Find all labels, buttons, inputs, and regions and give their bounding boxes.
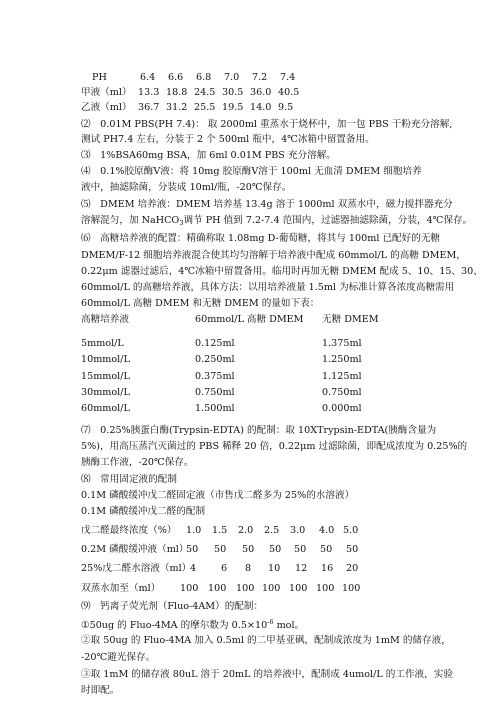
- glucose-table-cell: 0.750ml: [195, 387, 235, 398]
- fixative-cell: 50: [320, 544, 333, 555]
- glucose-table-cell: 0.000ml: [322, 403, 362, 414]
- glucose-table-cell: 1.375ml: [322, 338, 362, 349]
- fixative-cell: 50: [214, 544, 227, 555]
- dmem-line-2-subscript: 3: [179, 219, 184, 227]
- trypsin-line-3: 胰酶工作液，-20℃保存。: [81, 457, 194, 468]
- fixative-cell: 4: [190, 563, 197, 574]
- fixative-cell: 50: [242, 544, 255, 555]
- fixative-cell: 5.0: [343, 525, 359, 536]
- trypsin-line-2: 5%)，用高压蒸汽灭菌过的 PBS 稀释 20 倍，0.22μm 过滤除菌，即配成浓度为 0.25%的: [81, 441, 468, 452]
- solution-b-value: 36.7: [138, 102, 160, 113]
- fixative-cell: 100: [342, 583, 361, 594]
- solution-a-value: 36.0: [250, 87, 272, 98]
- fixative-row-label: 戊二醛最终浓度（%）: [81, 525, 177, 536]
- fixative-cell: 100: [180, 583, 199, 594]
- fixative-cell: 100: [262, 583, 281, 594]
- solution-a-value: 18.8: [166, 87, 188, 98]
- fixative-line-2: 0.1M 磷酸缓冲戊二醛的配制: [81, 506, 206, 517]
- ph-value: 6.6: [168, 72, 184, 83]
- pbs-line-2: 测试 PH7.4 左右，分装于 2 个 500ml 瓶中，4℃冰箱中留置备用。: [81, 134, 375, 145]
- solution-b-value: 19.5: [222, 102, 244, 113]
- solution-b-label: 乙液（ml）: [81, 102, 132, 113]
- solution-a-value: 24.5: [194, 87, 216, 98]
- fluo4am-title: ⑼ 钙离子荧光剂（Fluo-4AM）的配制：: [81, 601, 264, 612]
- collagenase-line-2: 液中，抽滤除菌，分装成 10ml/瓶，-20℃保存。: [81, 182, 292, 193]
- fixative-cell: 2.5: [264, 525, 280, 536]
- fixative-cell: 2.0: [238, 525, 254, 536]
- fixative-title: ⑻ 常用固定液的配制: [81, 474, 177, 485]
- glucose-table-header: 无糖 DMEM: [322, 314, 379, 325]
- fluo4am-step-1-exponent: -6: [267, 618, 274, 626]
- glucose-table-cell: 1.500ml: [195, 403, 235, 414]
- glucose-table-cell: 15mmol/L: [81, 371, 130, 382]
- solution-b-value: 14.0: [250, 102, 272, 113]
- fixative-cell: 50: [269, 544, 282, 555]
- fixative-row-label: 25%戊二醛水溶液（ml）: [81, 563, 192, 574]
- glucose-table-cell: 0.250ml: [195, 354, 235, 365]
- fluo4am-step-1: [81, 619, 304, 631]
- fluo4am-step-1-b: mol。: [273, 620, 305, 631]
- fixative-cell: 50: [346, 544, 359, 555]
- high-glucose-line-3: 0.22μm 滤器过滤后，4℃冰箱中留置备用。临用时再加无糖 DMEM 配成 5、10、15、30、: [81, 266, 483, 277]
- ph-label: PH: [92, 72, 107, 83]
- dmem-line-2-b: 调节 PH 值到 7.2-7.4 范围内，过滤器抽滤除菌，分装，4℃保存。: [183, 215, 473, 226]
- glucose-table-cell: 0.375ml: [195, 371, 235, 382]
- ph-value: 7.4: [280, 72, 296, 83]
- fixative-cell: 8: [245, 563, 252, 574]
- fixative-cell: 100: [289, 583, 308, 594]
- high-glucose-line-5: 60mmol/L 高糖 DMEM 和无糖 DMEM 的量如下表：: [81, 298, 320, 309]
- ph-value: 7.0: [224, 72, 240, 83]
- glucose-table-cell: 30mmol/L: [81, 387, 130, 398]
- dmem-line-2: [81, 216, 472, 227]
- fixative-cell: 100: [316, 583, 335, 594]
- ph-value: 6.8: [196, 72, 212, 83]
- trypsin-line-1: ⑺ 0.25%胰蛋白酶(Trypsin-EDTA) 的配制：取 10XTrypsin-EDTA(胰酶含量为: [81, 425, 437, 436]
- glucose-table-cell: 1.250ml: [322, 354, 362, 365]
- solution-b-value: 31.2: [166, 102, 188, 113]
- fixative-cell: 100: [236, 583, 255, 594]
- glucose-table-cell: 0.750ml: [322, 387, 362, 398]
- fluo4am-step-3-line-2: 时即配。: [81, 685, 120, 696]
- fixative-cell: 1.0: [186, 525, 202, 536]
- high-glucose-line-1: ⑹ 高糖培养液的配置：精确称取 1.08mg D-葡萄糖，将其与 100ml 已配好的无糖: [81, 233, 441, 244]
- fixative-cell: 3.0: [290, 525, 306, 536]
- bsa-line: ⑶ 1%BSA60mg BSA，加 6ml 0.01M PBS 充分溶解。: [81, 150, 336, 161]
- fixative-line-1: 0.1M 磷酸缓冲戊二醛固定液（市售戊二醛多为 25%的水溶液）: [81, 490, 355, 501]
- fluo4am-step-2-line-1: ②取 50ug 的 Fluo-4MA 加入 0.5ml 的二甲基亚砜，配制成浓度为 1mM 的储存液，: [81, 635, 451, 646]
- fixative-cell: 100: [208, 583, 227, 594]
- fluo4am-step-2-line-2: -20℃避光保存。: [81, 652, 156, 663]
- fixative-cell: 12: [295, 563, 308, 574]
- fixative-cell: 4.0: [319, 525, 335, 536]
- fluo4am-step-3-line-1: ③取 1mM 的储存液 80uL 溶于 20mL 的培养液中，配制成 4umol/L 的工作液，实验: [81, 669, 453, 680]
- solution-a-value: 13.3: [138, 87, 160, 98]
- high-glucose-line-2: DMEM/F-12 细胞培养液混合使其均匀溶解于培养液中配成 60mmol/L 的高糖 DMEM，: [81, 250, 466, 261]
- fluo4am-step-1-a: ①50ug 的 Fluo-4MA 的摩尔数为 0.5×10: [81, 620, 268, 631]
- glucose-table-header: 高糖培养液: [81, 314, 129, 325]
- glucose-table-cell: 1.125ml: [322, 371, 362, 382]
- solution-a-value: 30.5: [222, 87, 244, 98]
- fixative-row-label: 0.2M 磷酸缓冲液（ml）: [81, 544, 189, 555]
- fixative-cell: 16: [321, 563, 334, 574]
- solution-b-value: 9.5: [278, 102, 294, 113]
- solution-b-value: 25.5: [194, 102, 216, 113]
- fixative-cell: 6: [221, 563, 228, 574]
- fixative-cell: 20: [346, 563, 359, 574]
- dmem-line-2-a: 溶解混匀，加 NaHCO: [81, 215, 180, 226]
- solution-a-label: 甲液（ml）: [81, 87, 132, 98]
- ph-value: 7.2: [252, 72, 268, 83]
- collagenase-line-1: ⑷ 0.1%胶原酶Ⅴ液：将 10mg 胶原酶Ⅴ溶于 100ml 无血清 DMEM 细胞培养: [81, 166, 422, 177]
- ph-value: 6.4: [140, 72, 156, 83]
- high-glucose-line-4: 60mmol/L 的高糖培养液，具体方法：以用培养液量 1.5ml 为标准计算各浓度高糖需用: [81, 282, 455, 293]
- glucose-table-cell: 5mmol/L: [81, 338, 124, 349]
- fixative-row-label: 双蒸水加至（ml）: [81, 583, 161, 594]
- pbs-line-1: ⑵ 0.01M PBS(PH 7.4)： 取 2000ml 重蒸水于烧杯中，加一包 PBS 干粉充分溶解,: [81, 119, 453, 130]
- dmem-line-1: ⑸ DMEM 培养液：DMEM 培养基 13.4g 溶于 1000ml 双蒸水中，磁力搅拌器充分: [81, 199, 453, 210]
- fixative-cell: 50: [186, 544, 199, 555]
- solution-a-value: 40.5: [278, 87, 300, 98]
- glucose-table-cell: 10mmol/L: [81, 354, 130, 365]
- fixative-cell: 10: [268, 563, 281, 574]
- fixative-cell: 50: [294, 544, 307, 555]
- glucose-table-header: 60mmol/L 高糖 DMEM: [195, 314, 304, 325]
- glucose-table-cell: 60mmol/L: [81, 403, 130, 414]
- fixative-cell: 1.5: [212, 525, 228, 536]
- glucose-table-cell: 0.125ml: [195, 338, 235, 349]
